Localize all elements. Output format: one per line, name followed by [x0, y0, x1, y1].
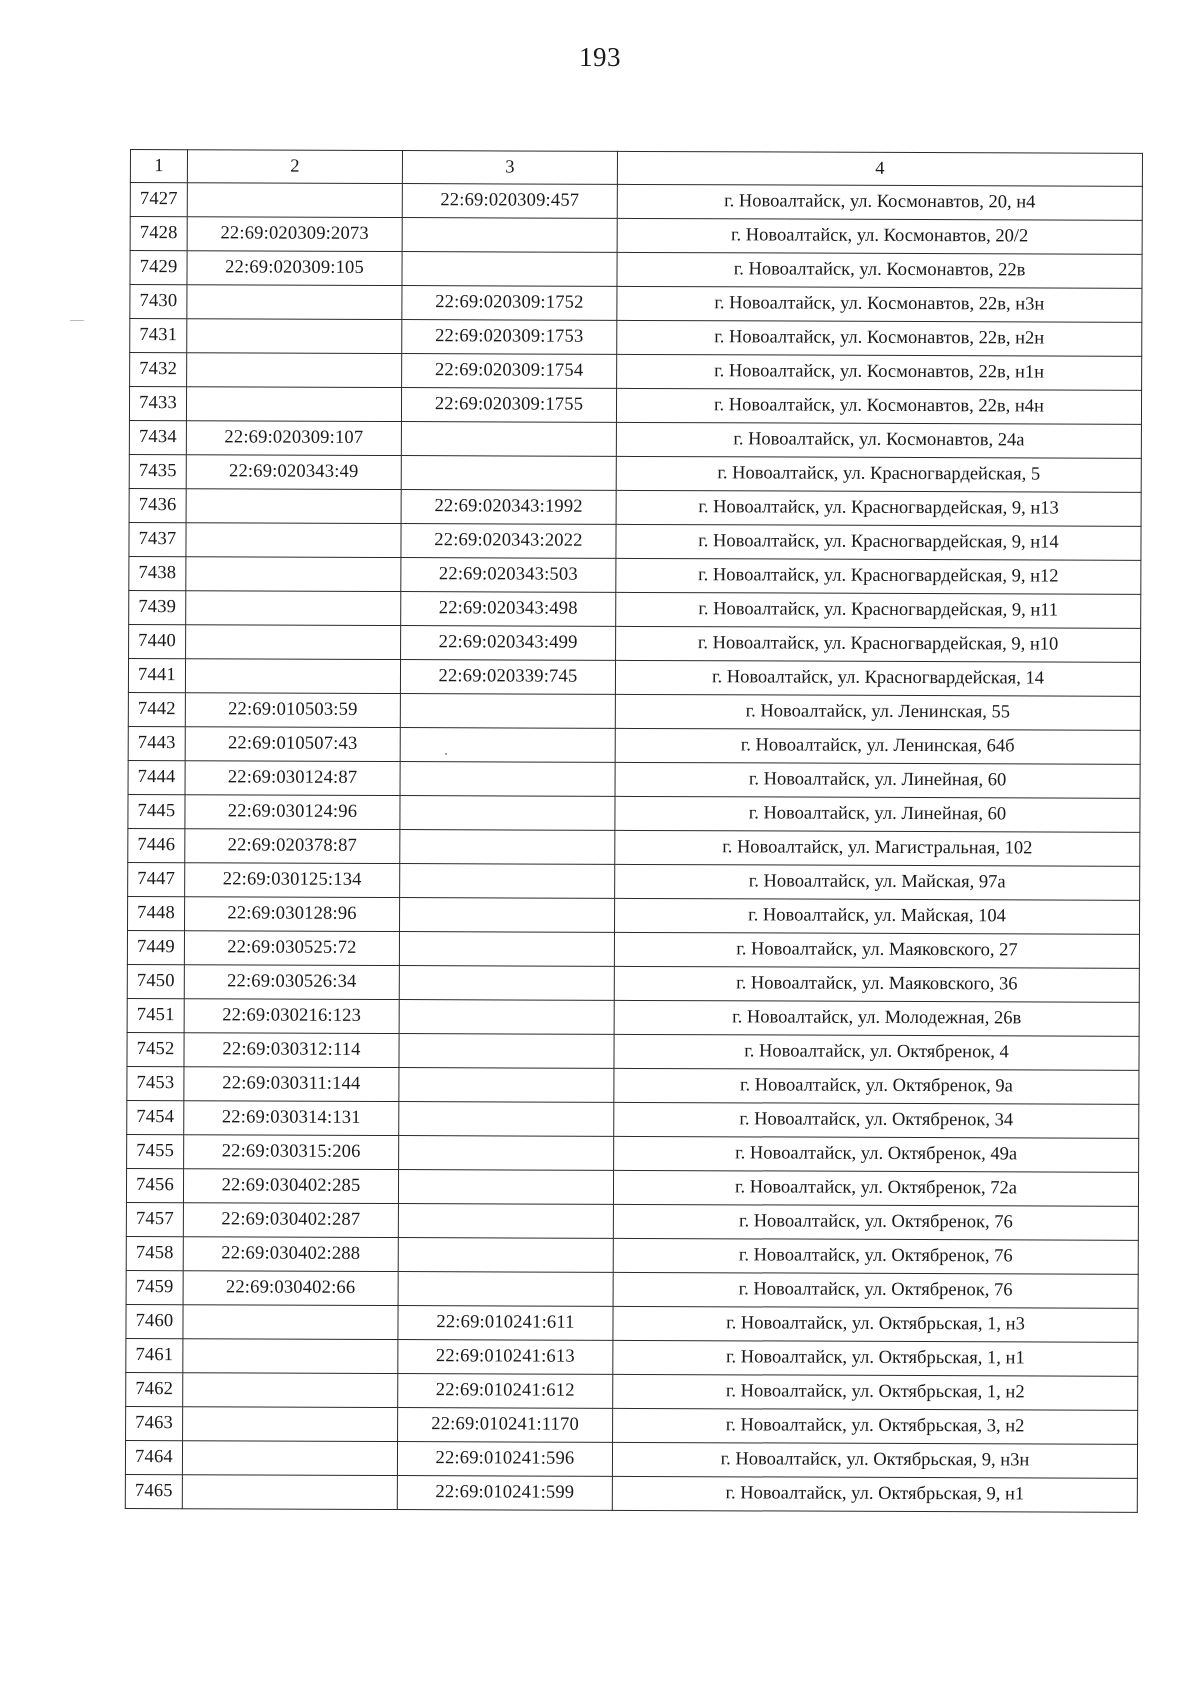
scan-speck [445, 753, 447, 755]
row-number-cell: 7447 [128, 862, 185, 896]
row-number-cell: 7450 [127, 964, 184, 998]
address-cell: г. Новоалтайск, ул. Космонавтов, 22в, н3н [617, 286, 1142, 322]
parcel-number-cell [187, 353, 402, 388]
row-number-cell: 7440 [129, 624, 186, 658]
row-number-cell: 7464 [125, 1440, 182, 1474]
row-number-cell: 7442 [128, 692, 185, 726]
building-number-cell [399, 1102, 614, 1137]
building-number-cell: 22:69:020309:457 [402, 184, 617, 219]
row-number-cell: 7452 [127, 1032, 184, 1066]
table-row [128, 726, 1140, 764]
address-cell: г. Новоалтайск, ул. Красногвардейская, 9, н10 [616, 626, 1141, 662]
parcel-number-cell [187, 285, 402, 320]
table-row [128, 828, 1140, 866]
header-col-2: 2 [187, 150, 402, 184]
building-number-cell: 22:69:020309:1753 [402, 320, 617, 355]
address-cell: г. Новоалтайск, ул. Октябрьская, 9, н1 [612, 1476, 1137, 1512]
parcel-number-cell [186, 387, 401, 422]
address-cell: г. Новоалтайск, ул. Космонавтов, 22в, н2н [617, 320, 1142, 356]
parcel-number-cell: 22:69:030402:287 [183, 1203, 398, 1238]
address-cell: г. Новоалтайск, ул. Маяковского, 36 [614, 966, 1139, 1002]
building-number-cell: 22:69:020343:2022 [401, 524, 616, 559]
row-number-cell: 7429 [130, 251, 187, 285]
building-number-cell: 22:69:020343:1992 [401, 490, 616, 525]
building-number-cell [399, 1034, 614, 1069]
parcel-number-cell [186, 523, 401, 558]
parcel-number-cell: 22:69:030311:144 [184, 1067, 399, 1102]
row-number-cell: 7448 [127, 896, 184, 930]
parcel-number-cell [183, 1407, 398, 1442]
parcel-number-cell: 22:69:030216:123 [184, 999, 399, 1034]
building-number-cell: 22:69:020309:1754 [402, 354, 617, 389]
parcel-number-cell [186, 591, 401, 626]
parcel-number-cell: 22:69:030402:288 [183, 1237, 398, 1272]
building-number-cell [399, 966, 614, 1001]
address-cell: г. Новоалтайск, ул. Линейная, 60 [615, 796, 1140, 832]
parcel-number-cell [186, 625, 401, 660]
parcel-number-cell: 22:69:020309:105 [187, 251, 402, 286]
parcel-number-cell [186, 489, 401, 524]
address-cell: г. Новоалтайск, ул. Октябренок, 34 [614, 1102, 1139, 1138]
table-row [127, 1134, 1139, 1172]
row-number-cell: 7437 [129, 522, 186, 556]
parcel-number-cell: 22:69:030125:134 [185, 863, 400, 898]
table-row [130, 353, 1142, 391]
table-row [130, 319, 1142, 357]
row-number-cell: 7465 [125, 1474, 182, 1508]
table-row [127, 1066, 1139, 1104]
building-number-cell [399, 1136, 614, 1171]
row-number-cell: 7446 [128, 828, 185, 862]
table-row [129, 454, 1141, 492]
row-number-cell: 7449 [127, 930, 184, 964]
parcel-number-cell: 22:69:010503:59 [185, 693, 400, 728]
address-cell: г. Новоалтайск, ул. Космонавтов, 20/2 [617, 218, 1142, 254]
table-header [130, 150, 1142, 187]
address-cell: г. Новоалтайск, ул. Октябрьская, 9, н3н [612, 1442, 1137, 1478]
table-row [125, 1440, 1137, 1478]
parcel-number-cell: 22:69:010507:43 [185, 727, 400, 762]
building-number-cell: 22:69:010241:613 [398, 1340, 613, 1375]
table-row [128, 794, 1140, 832]
header-col-3: 3 [402, 151, 617, 185]
address-cell: г. Новоалтайск, ул. Космонавтов, 22в, н4н [616, 388, 1141, 424]
table-row [126, 1270, 1138, 1308]
header-col-4: 4 [617, 151, 1142, 186]
table-row [127, 930, 1139, 968]
row-number-cell: 7427 [130, 183, 187, 217]
table-row [126, 1406, 1138, 1444]
table-row [129, 522, 1141, 560]
building-number-cell [401, 422, 616, 457]
table-row [130, 251, 1142, 289]
address-cell: г. Новоалтайск, ул. Молодежная, 26в [614, 1000, 1139, 1036]
table-row [129, 387, 1141, 425]
building-number-cell: 22:69:020343:498 [401, 592, 616, 627]
address-cell: г. Новоалтайск, ул. Октябренок, 9а [614, 1068, 1139, 1104]
table-row [129, 488, 1141, 526]
parcel-number-cell: 22:69:030315:206 [184, 1135, 399, 1170]
parcel-number-cell [187, 319, 402, 354]
table-row [127, 964, 1139, 1002]
table-row [128, 658, 1140, 696]
row-number-cell: 7433 [129, 387, 186, 421]
address-cell: г. Новоалтайск, ул. Майская, 97а [615, 864, 1140, 900]
table-row [128, 760, 1140, 798]
page-number: 193 [579, 42, 621, 72]
table-row [126, 1304, 1138, 1342]
table-row [129, 420, 1141, 458]
parcel-number-cell [182, 1475, 397, 1510]
parcel-number-cell: 22:69:020309:2073 [187, 217, 402, 252]
address-cell: г. Новоалтайск, ул. Красногвардейская, 9, н14 [616, 524, 1141, 560]
building-number-cell: 22:69:020309:1755 [401, 388, 616, 423]
building-number-cell [400, 762, 615, 797]
address-cell: г. Новоалтайск, ул. Октябренок, 49а [614, 1136, 1139, 1172]
row-number-cell: 7428 [130, 217, 187, 251]
address-cell: г. Новоалтайск, ул. Октябрьская, 3, н2 [613, 1408, 1138, 1444]
address-cell: г. Новоалтайск, ул. Октябренок, 76 [613, 1238, 1138, 1274]
row-number-cell: 7430 [130, 285, 187, 319]
address-cell: г. Новоалтайск, ул. Октябренок, 76 [613, 1204, 1138, 1240]
address-cell: г. Новоалтайск, ул. Красногвардейская, 14 [615, 660, 1140, 696]
building-number-cell [398, 1170, 613, 1205]
address-cell: г. Новоалтайск, ул. Красногвардейская, 5 [616, 456, 1141, 492]
parcel-number-cell [187, 183, 402, 218]
table-row [126, 1372, 1138, 1410]
row-number-cell: 7461 [126, 1338, 183, 1372]
building-number-cell: 22:69:020339:745 [400, 660, 615, 695]
header-col-1: 1 [130, 150, 187, 183]
address-cell: г. Новоалтайск, ул. Октябренок, 72а [613, 1170, 1138, 1206]
parcel-number-cell: 22:69:020309:107 [186, 421, 401, 456]
building-number-cell: 22:69:010241:1170 [398, 1408, 613, 1443]
table-row [126, 1168, 1138, 1206]
address-cell: г. Новоалтайск, ул. Маяковского, 27 [614, 932, 1139, 968]
building-number-cell [398, 1204, 613, 1239]
row-number-cell: 7453 [127, 1066, 184, 1100]
building-number-cell [399, 932, 614, 967]
scan-mark [70, 320, 84, 321]
parcel-number-cell [183, 1339, 398, 1374]
row-number-cell: 7458 [126, 1236, 183, 1270]
parcel-number-cell: 22:69:030525:72 [184, 931, 399, 966]
table-row [127, 1032, 1139, 1070]
parcel-number-cell: 22:69:030402:66 [183, 1271, 398, 1306]
parcel-number-cell: 22:69:030314:131 [184, 1101, 399, 1136]
table-row [125, 1474, 1137, 1512]
address-cell: г. Новоалтайск, ул. Магистральная, 102 [615, 830, 1140, 866]
building-number-cell: 22:69:010241:611 [398, 1306, 613, 1341]
row-number-cell: 7457 [126, 1202, 183, 1236]
building-number-cell: 22:69:010241:612 [398, 1374, 613, 1409]
table-row [127, 1100, 1139, 1138]
parcel-number-cell: 22:69:030124:96 [185, 795, 400, 830]
building-number-cell [400, 796, 615, 831]
parcel-number-cell: 22:69:030312:114 [184, 1033, 399, 1068]
parcel-number-cell [182, 1441, 397, 1476]
building-number-cell [398, 1238, 613, 1273]
row-number-cell: 7443 [128, 726, 185, 760]
building-number-cell: 22:69:010241:596 [397, 1442, 612, 1477]
building-number-cell [402, 252, 617, 287]
building-number-cell [402, 218, 617, 253]
building-number-cell [400, 830, 615, 865]
parcel-number-cell: 22:69:020343:49 [186, 455, 401, 490]
parcel-number-cell: 22:69:030124:87 [185, 761, 400, 796]
row-number-cell: 7435 [129, 454, 186, 488]
address-cell: г. Новоалтайск, ул. Октябрьская, 1, н3 [613, 1306, 1138, 1342]
row-number-cell: 7439 [129, 590, 186, 624]
building-number-cell [400, 694, 615, 729]
row-number-cell: 7436 [129, 488, 186, 522]
row-number-cell: 7434 [129, 420, 186, 454]
address-cell: г. Новоалтайск, ул. Ленинская, 64б [615, 728, 1140, 764]
parcel-number-cell [185, 659, 400, 694]
address-cell: г. Новоалтайск, ул. Октябренок, 4 [614, 1034, 1139, 1070]
table-row [127, 998, 1139, 1036]
parcel-number-cell [183, 1373, 398, 1408]
address-cell: г. Новоалтайск, ул. Красногвардейская, 9, н13 [616, 490, 1141, 526]
address-cell: г. Новоалтайск, ул. Линейная, 60 [615, 762, 1140, 798]
building-number-cell [399, 1068, 614, 1103]
address-cell: г. Новоалтайск, ул. Майская, 104 [614, 898, 1139, 934]
row-number-cell: 7463 [126, 1406, 183, 1440]
address-cell: г. Новоалтайск, ул. Ленинская, 55 [615, 694, 1140, 730]
row-number-cell: 7459 [126, 1270, 183, 1304]
address-cell: г. Новоалтайск, ул. Октябренок, 76 [613, 1272, 1138, 1308]
row-number-cell: 7444 [128, 760, 185, 794]
building-number-cell [398, 1272, 613, 1307]
row-number-cell: 7455 [127, 1134, 184, 1168]
building-number-cell [400, 728, 615, 763]
row-number-cell: 7454 [127, 1100, 184, 1134]
address-cell: г. Новоалтайск, ул. Красногвардейская, 9, н12 [616, 558, 1141, 594]
row-number-cell: 7460 [126, 1304, 183, 1338]
table-row [127, 896, 1139, 934]
row-number-cell: 7431 [130, 319, 187, 353]
building-number-cell [399, 1000, 614, 1035]
registry-table [125, 149, 1143, 1513]
table-row [126, 1236, 1138, 1274]
table-row [130, 217, 1142, 255]
table-row [129, 590, 1141, 628]
address-cell: г. Новоалтайск, ул. Космонавтов, 22в [617, 252, 1142, 288]
building-number-cell: 22:69:020343:499 [401, 626, 616, 661]
parcel-number-cell: 22:69:030128:96 [184, 897, 399, 932]
parcel-number-cell: 22:69:030402:285 [183, 1169, 398, 1204]
row-number-cell: 7456 [126, 1168, 183, 1202]
table-row [126, 1338, 1138, 1376]
address-cell: г. Новоалтайск, ул. Космонавтов, 22в, н1н [617, 354, 1142, 390]
table-row [128, 862, 1140, 900]
parcel-number-cell: 22:69:020378:87 [185, 829, 400, 864]
building-number-cell: 22:69:020343:503 [401, 558, 616, 593]
table-row [130, 285, 1142, 323]
address-cell: г. Новоалтайск, ул. Октябрьская, 1, н1 [613, 1340, 1138, 1376]
row-number-cell: 7438 [129, 556, 186, 590]
parcel-number-cell [186, 557, 401, 592]
address-cell: г. Новоалтайск, ул. Красногвардейская, 9, н11 [616, 592, 1141, 628]
table-row [130, 183, 1142, 221]
row-number-cell: 7432 [130, 353, 187, 387]
building-number-cell: 22:69:020309:1752 [402, 286, 617, 321]
row-number-cell: 7462 [126, 1372, 183, 1406]
building-number-cell [401, 456, 616, 491]
parcel-number-cell [183, 1305, 398, 1340]
building-number-cell [399, 898, 614, 933]
row-number-cell: 7451 [127, 998, 184, 1032]
row-number-cell: 7441 [128, 658, 185, 692]
parcel-number-cell: 22:69:030526:34 [184, 965, 399, 1000]
row-number-cell: 7445 [128, 794, 185, 828]
address-cell: г. Новоалтайск, ул. Космонавтов, 20, н4 [617, 184, 1142, 220]
address-cell: г. Новоалтайск, ул. Космонавтов, 24а [616, 422, 1141, 458]
building-number-cell: 22:69:010241:599 [397, 1476, 612, 1511]
address-cell: г. Новоалтайск, ул. Октябрьская, 1, н2 [613, 1374, 1138, 1410]
table-row [126, 1202, 1138, 1240]
table-body [125, 183, 1142, 1513]
table-row [129, 556, 1141, 594]
building-number-cell [400, 864, 615, 899]
header-row [130, 150, 1142, 187]
table-row [128, 692, 1140, 730]
table-row [129, 624, 1141, 662]
